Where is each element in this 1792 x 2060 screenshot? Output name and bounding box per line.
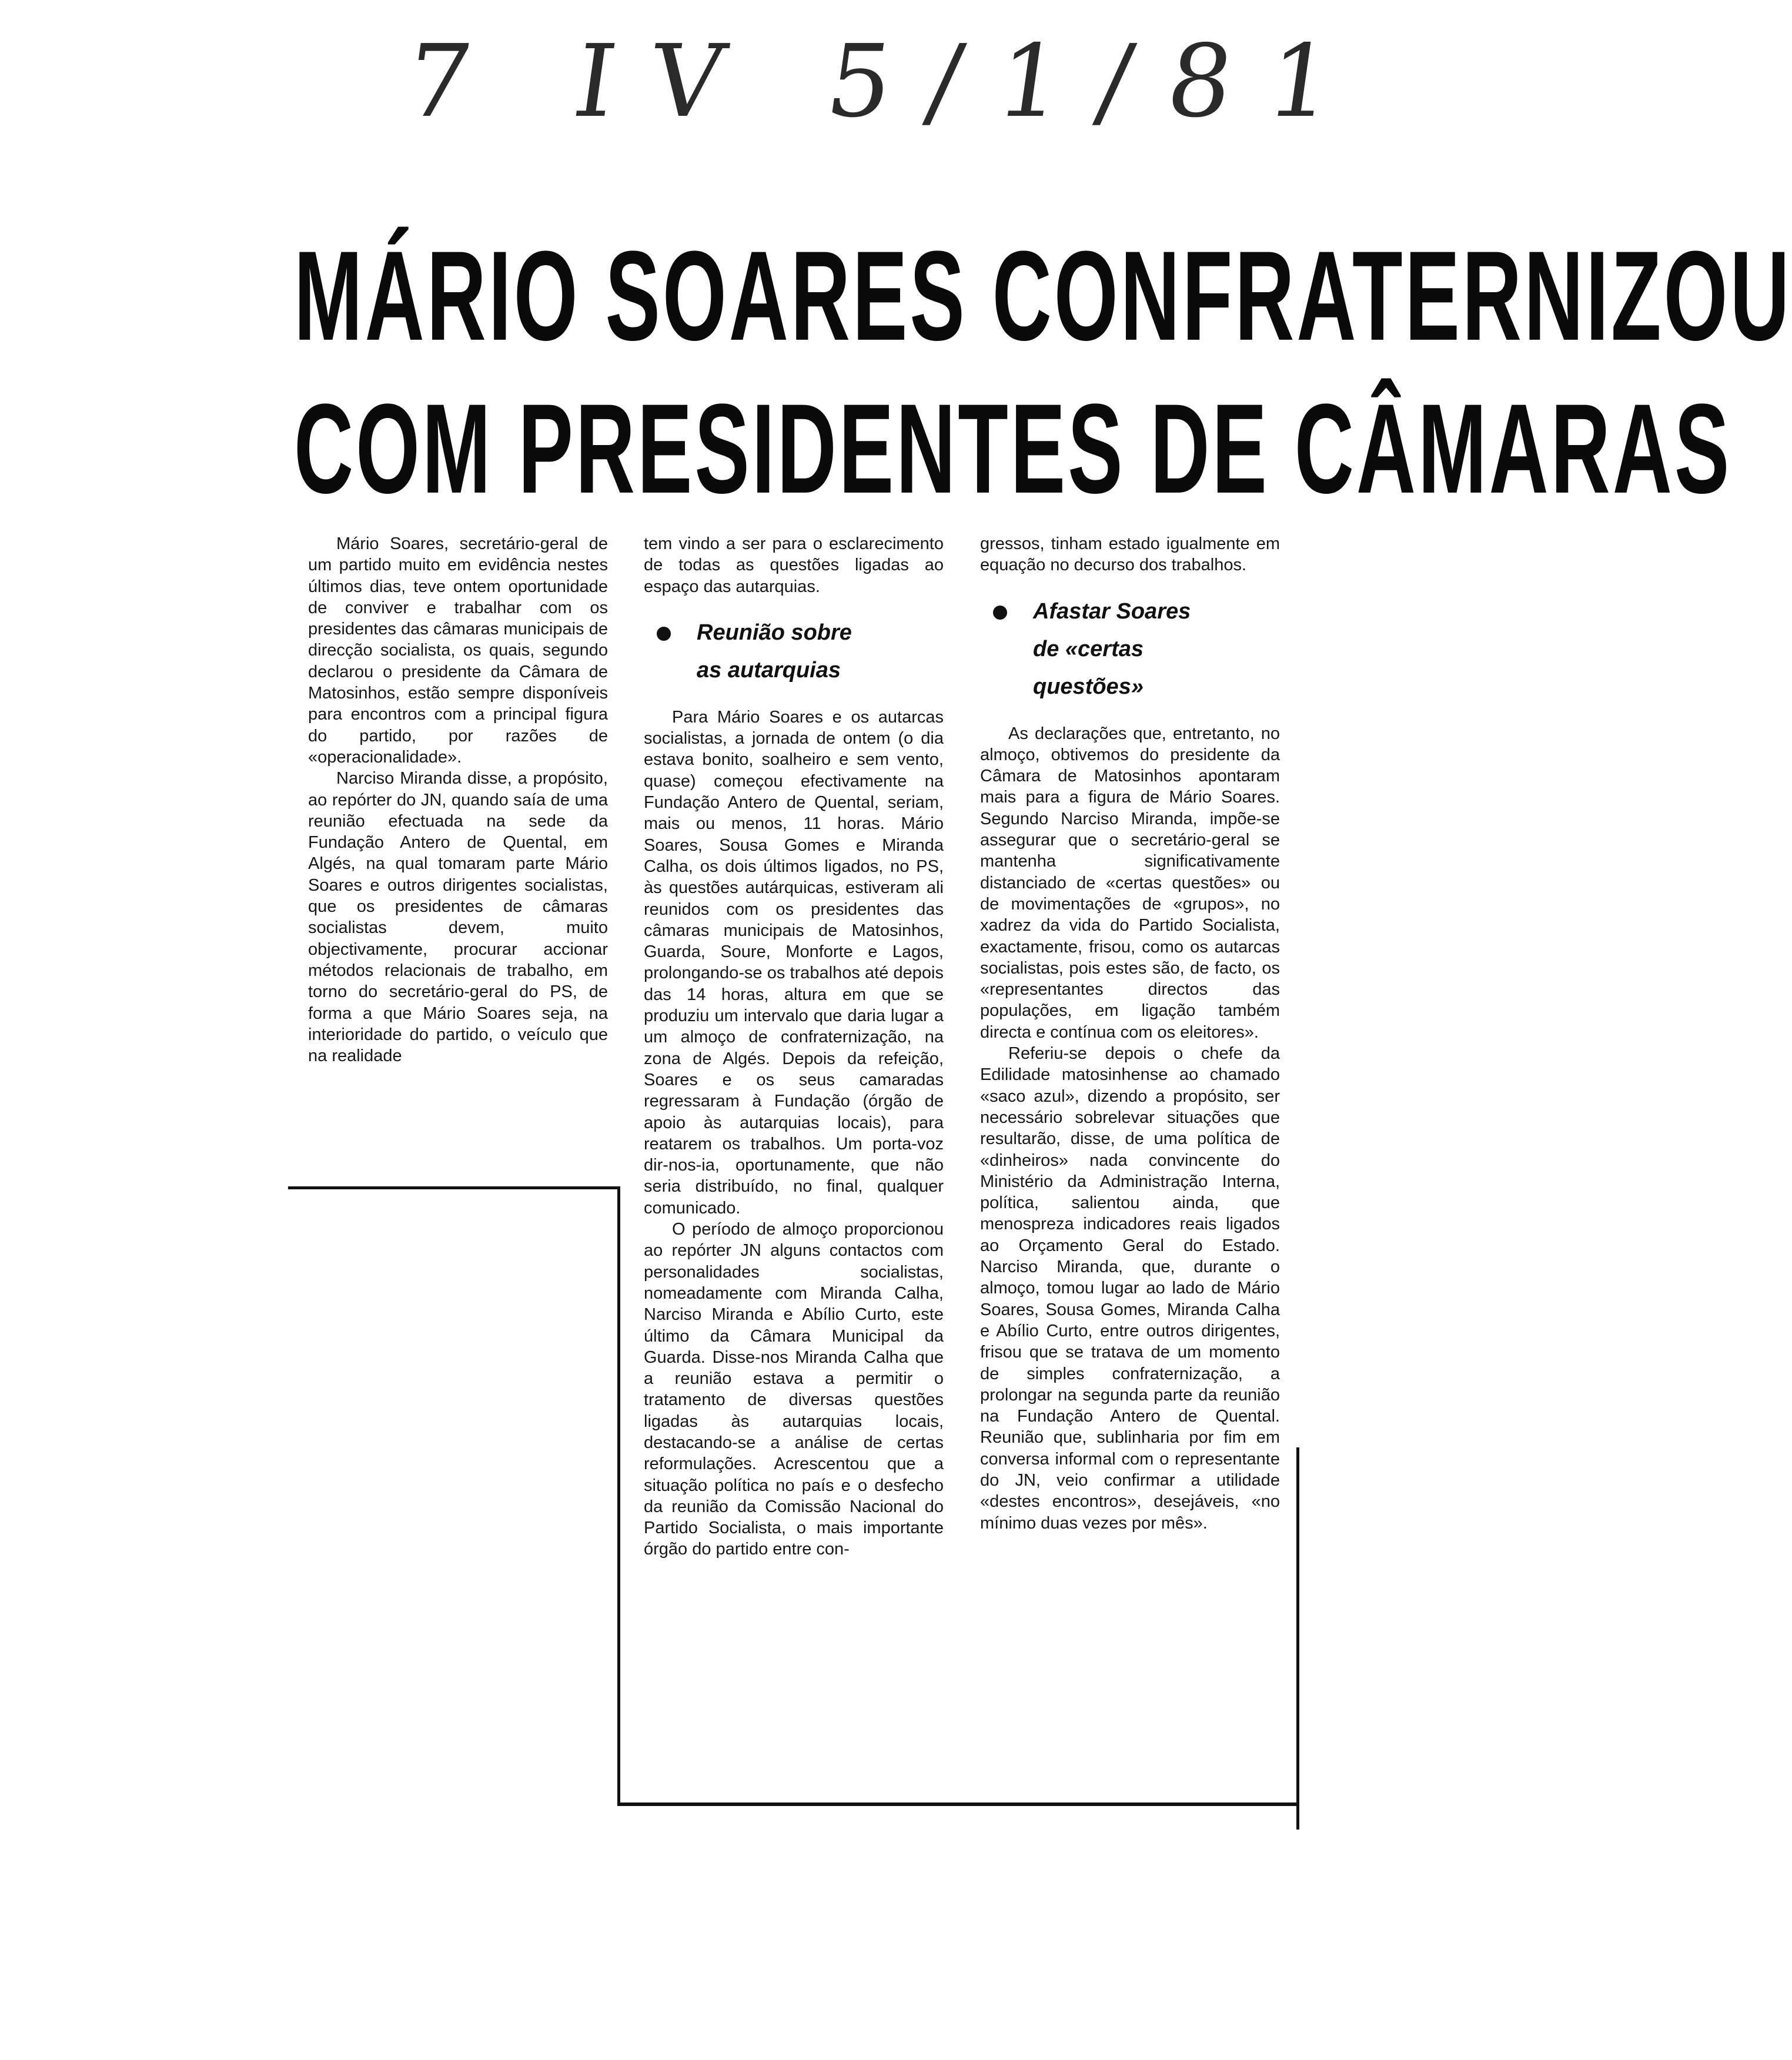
subheading-reuniao	[644, 614, 944, 689]
article-column-2	[644, 533, 944, 1560]
article-column-3	[980, 533, 1280, 1534]
subheading-line: Reunião sobre	[697, 620, 852, 645]
headline-line-1: MÁRIO SOARES CONFRATERNIZOU	[294, 224, 1792, 367]
subheading-line: as autarquias	[697, 657, 841, 683]
paragraph: Referiu-se depois o chefe da Edilidade matosinhense ao chamado «saco azul», dizendo a propósito, ser necessário sobrelevar situações que resultarão, disse, de uma política de «dinheiros» nada convincente do Ministério da Administração Interna, política, salientou ainda, que menospreza indicadores reais ligados ao Orçamento Geral do Estado. Narciso Miranda, que, durante o almoço, tomou lugar ao lado de Mário Soares, Sousa Gomes, Miranda Calha e Abílio Curto, entre outros dirigentes, frisou que se tratava de um momento de simples confraternização, a prolongar na segunda parte da reunião na Fundação Antero de Quental. Reunião que, sublinharia por fim em conversa informal com o representante do JN, veio confirmar a utilidade «destes encontros», desejáveis, «no mínimo duas vezes por mês».	[980, 1044, 1280, 1533]
article-column-1	[308, 533, 608, 1066]
subheading-afastar	[980, 593, 1280, 705]
paragraph: Para Mário Soares e os autarcas socialistas, a jornada de ontem (o dia estava bonito, soalheiro e sem vento, quase) começou efectivamente na Fundação Antero de Quental, seriam, mais ou menos, 11 horas. Mário Soares, Sousa Gomes e Miranda Calha, os dois últimos ligados, no PS, às questões autárquicas, estiveram ali reunidos com os presidentes das câmaras municipais de Matosinhos, Guarda, Soure, Monforte e Lagos, prolongando-se os trabalhos até depois das 14 horas, altura em que se produziu um intervalo que daria lugar a um almoço de confraternização, na zona de Algés. Depois da refeição, Soares e os seus camaradas regressaram à Fundação (órgão de apoio às autarquias locais), para reatarem os trabalhos. Um porta-voz dir-nos-ia, oportunamente, que não seria distribuído, no final, qualquer comunicado.	[644, 707, 944, 1218]
subheading-line: de «certas	[1033, 636, 1144, 661]
paragraph-continued: gressos, tinham estado igualmente em equação no decurso dos trabalhos.	[980, 534, 1280, 575]
subheading-line: Afastar Soares	[1033, 598, 1191, 624]
divider-rule	[288, 1186, 619, 1189]
paragraph-continued: tem vindo a ser para o esclarecimento de todas as questões ligadas ao espaço das autarquias.	[644, 534, 944, 596]
divider-rule	[1296, 1447, 1299, 1830]
paragraph: O período de almoço proporcionou ao repórter JN alguns contactos com personalidades socialistas, nomeadamente com Miranda Calha, Narciso Miranda e Abílio Curto, este último da Câmara Municipal da Guarda. Disse-nos Miranda Calha que a reunião estava a permitir o tratamento de diversas questões ligadas às autarquias locais, destacando-se a análise de certas reformulações. Acrescentou que a situação política no país e o desfecho da reunião da Comissão Nacional do Partido Socialista, o mais importante órgão do partido entre con-	[644, 1220, 944, 1559]
headline-line-2: COM PRESIDENTES DE CÂMARAS	[294, 377, 1732, 520]
divider-rule	[617, 1186, 620, 1804]
bullet-icon	[993, 606, 1007, 620]
paragraph: Mário Soares, secretário-geral de um partido muito em evidência nestes últimos dias, teve ontem oportunidade de conviver e trabalhar com os presidentes das câmaras municipais de direcção socialista, os quais, segundo declarou o presidente da Câmara de Matosinhos, estão sempre disponíveis para encontros com a principal figura do partido, por razões de «operacionalidade».	[308, 534, 608, 767]
paragraph: As declarações que, entretanto, no almoço, obtivemos do presidente da Câmara de Matosinhos apontaram mais para a figura de Mário Soares. Segundo Narciso Miranda, impõe-se assegurar que o secretário-geral se mantenha significativamente distanciado de «certas questões» ou de movimentações de «grupos», no xadrez da vida do Partido Socialista, exactamente, frisou, como os autarcas socialistas, pois estes são, de facto, os «representantes directos das populações, em ligação também directa e contínua com os eleitores».	[980, 724, 1280, 1042]
paragraph: Narciso Miranda disse, a propósito, ao repórter do JN, quando saía de uma reunião efectuada na sede da Fundação Antero de Quental, em Algés, na qual tomaram parte Mário Soares e outros dirigentes socialistas, que os presidentes de câmaras socialistas devem, muito objectivamente, procurar accionar métodos relacionais de trabalho, em torno do secretário-geral do PS, de forma a que Mário Soares seja, na interioridade do partido, o veículo que na realidade	[308, 769, 608, 1066]
divider-rule	[617, 1802, 1299, 1806]
bullet-icon	[657, 627, 671, 641]
handwritten-date-note: 7 IV 5/1/81	[399, 24, 1377, 140]
subheading-line: questões»	[1033, 674, 1144, 699]
